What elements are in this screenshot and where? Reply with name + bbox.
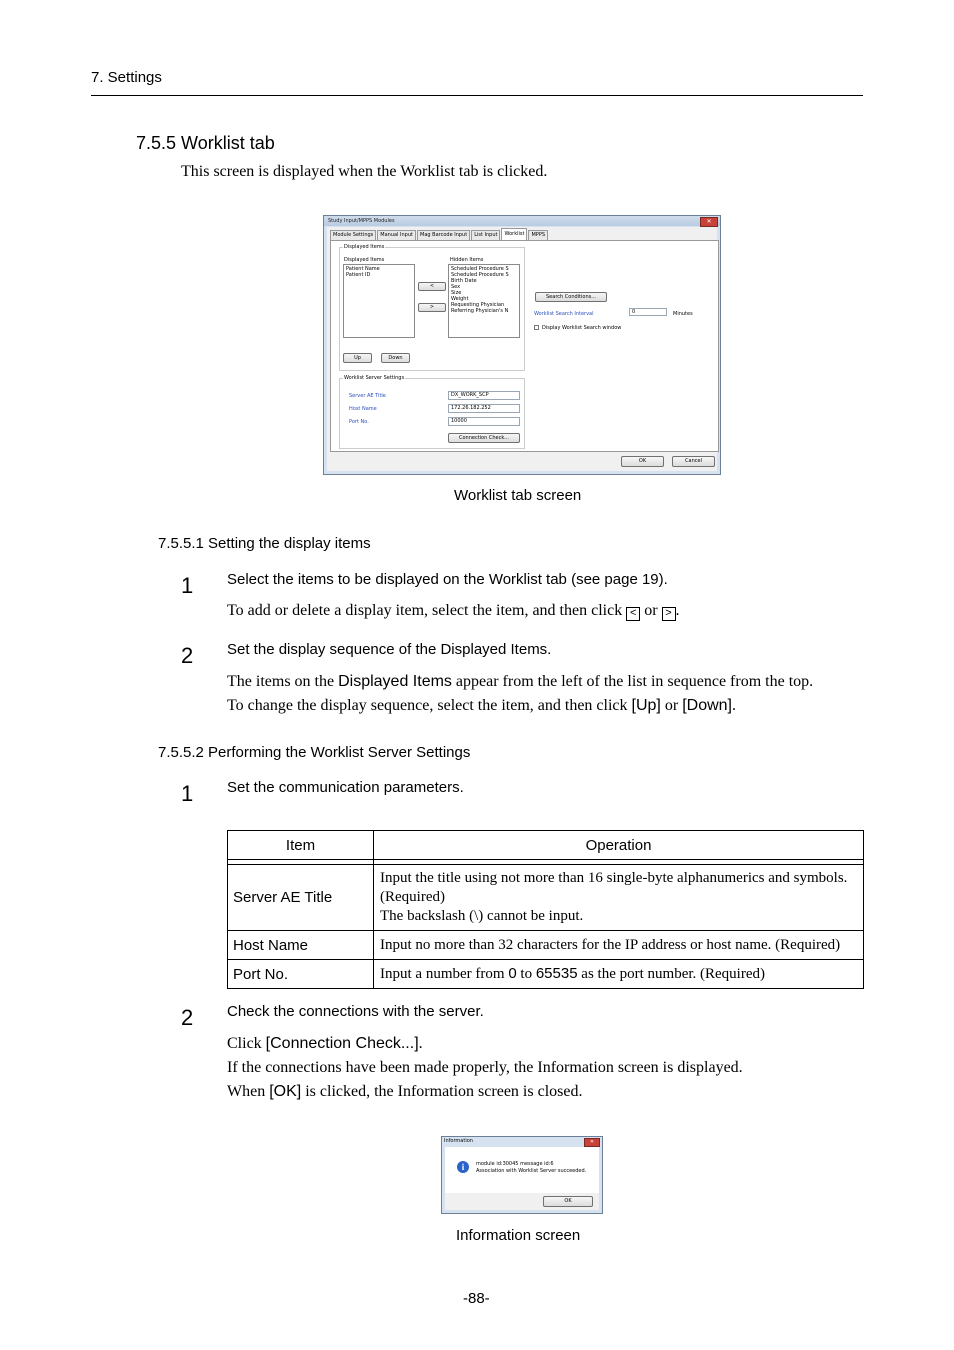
step-number: 1 [181,573,194,598]
host-name-input[interactable]: 172.26.182.252 [448,404,520,413]
step-body-text: The items on the [227,673,339,690]
step-body-text: To change the display sequence, select the item, and then click [227,697,632,714]
table-row [228,931,864,960]
step-body-term: [OK] [269,1083,302,1100]
step-body-text: or [640,602,662,619]
chapter-header: 7. Settings [91,69,162,86]
step-number: 2 [181,1005,194,1030]
displayed-items-group-label: Displayed Items [344,244,385,250]
figure-caption-worklist: Worklist tab screen [454,487,582,504]
server-ae-label: Server AE Title [349,393,386,399]
table-cell-item: Server AE Title [228,865,374,931]
dialog-footer [445,1193,599,1210]
connection-check-button[interactable]: Connection Check... [448,433,520,443]
operation-text: Input a number from [380,966,509,982]
dialog-title: Information [444,1138,473,1144]
hidden-list-label: Hidden Items [450,257,484,263]
section-intro: This screen is displayed when the Worklist tab is clicked. [181,163,548,180]
list-item[interactable]: Scheduled Procedure S [451,266,509,272]
section-title: 7.5.5 Worklist tab [136,133,275,153]
table-cell-operation [374,960,864,989]
search-interval-label: Worklist Search Interval [534,311,594,317]
hidden-items-list[interactable] [448,264,520,338]
step-body-term: [Down] [682,697,732,714]
dialog-message-line: module id:30045 message id:6 [476,1161,554,1167]
step-number: 2 [181,643,194,668]
step-body-term: Displayed Items [338,673,452,690]
step-body-term: [Up] [631,697,661,714]
step-heading: Check the connections with the server. [227,1003,484,1020]
step-body-text: Click [227,1035,266,1052]
worklist-panel [330,240,719,452]
ok-button[interactable]: OK [621,456,664,467]
list-item[interactable]: Patient Name [346,266,380,272]
list-item[interactable]: Referring Physician's N [451,308,509,314]
dialog-message-line: Association with Worklist Server succeeded. [476,1168,587,1174]
step-body [227,673,813,691]
window-body [327,227,717,471]
display-search-window-checkbox[interactable] [534,325,539,330]
display-search-window-label: Display Worklist Search window [542,325,622,331]
tab-manual-input[interactable]: Manual Input [377,230,416,240]
info-icon: i [457,1161,469,1173]
list-item[interactable]: Sex [451,284,461,290]
list-item[interactable]: Scheduled Procedure S [451,272,509,278]
operation-text: Input the title using not more than 16 single-byte alphanumerics and symbols. (Required) [380,870,848,905]
step-body [227,1035,423,1053]
window-titlebar [324,216,720,226]
step-number: 1 [181,781,194,806]
cancel-button[interactable]: Cancel [672,456,715,467]
table-cell-item: Port No. [228,960,374,989]
step-body-text: is clicked, the Information screen is closed. [301,1083,583,1100]
operation-text: The backslash (\) cannot be input. [380,908,584,924]
server-ae-input[interactable]: DX_WORK_SCP [448,391,520,400]
operation-value: 65535 [535,965,578,982]
step-heading: Set the communication parameters. [227,779,464,796]
table-row [228,865,864,931]
table-row [228,960,864,989]
list-item[interactable]: Birth Date [451,278,477,284]
dialog-ok-button[interactable]: OK [543,1196,593,1207]
step-body-text: To add or delete a display item, select the item, and then click [227,602,627,619]
port-label: Port No. [349,419,369,425]
displayed-items-list[interactable] [343,264,415,338]
list-item[interactable]: Patient ID [346,272,371,278]
worklist-settings-window [323,215,721,475]
table-cell-item: Host Name [228,931,374,960]
port-input[interactable]: 10000 [448,417,520,426]
remove-item-button[interactable]: > [418,303,446,312]
server-settings-group [339,375,525,449]
minutes-label: Minutes [673,311,693,317]
list-item[interactable]: Weight [451,296,469,302]
close-icon[interactable]: ✕ [700,217,718,227]
step-body-text: . [418,1035,423,1052]
subsection-title-display-items: 7.5.5.1 Setting the display items [158,535,371,552]
add-item-button[interactable]: < [418,282,446,291]
left-arrow-icon: < [626,607,640,621]
server-settings-group-label: Worklist Server Settings [344,375,405,381]
tab-worklist[interactable]: Worklist [501,228,527,240]
step-heading: Select the items to be displayed on the Worklist tab (see page 19). [227,571,668,588]
table-cell-operation: Input no more than 32 characters for the IP address or host name. (Required) [374,931,864,960]
down-button[interactable]: Down [381,353,410,363]
step-body-term: [Connection Check...] [265,1035,419,1052]
tab-module-settings[interactable]: Module Settings [330,230,376,240]
information-dialog [441,1136,603,1214]
table-header-operation: Operation [374,831,864,860]
tab-mpps[interactable]: MPPS [528,230,548,240]
up-button[interactable]: Up [343,353,372,363]
step-body [227,1083,582,1101]
step-body-text: . [731,697,736,714]
step-body-text: . [675,602,680,619]
operation-text: to [516,966,536,982]
right-arrow-icon: > [662,607,676,621]
step-heading: Set the display sequence of the Displayed Items. [227,641,552,658]
figure-caption-information: Information screen [456,1227,581,1244]
window-title: Study Input/MPPS Modules [328,218,395,224]
table-header-row [228,831,864,860]
displayed-list-label: Displayed Items [344,257,385,263]
tab-mag-barcode-input[interactable]: Mag Barcode Input [417,230,470,240]
subsection-title-server-settings: 7.5.5.2 Performing the Worklist Server Settings [158,744,471,761]
step-body [227,697,736,715]
parameter-table [227,830,864,989]
operation-value: 0 [508,965,517,982]
operation-text: as the port number. (Required) [577,966,765,982]
list-item[interactable]: Requesting Physician [451,302,505,308]
search-interval-input[interactable]: 0 [629,308,667,316]
table-header-item: Item [228,831,374,860]
page-number: -88- [463,1290,490,1307]
step-body-text: appear from the left of the list in sequence from the top. [451,673,814,690]
step-body [227,602,680,621]
tab-strip [330,230,549,240]
list-item[interactable]: Size [451,290,462,296]
step-body-text: or [660,697,683,714]
header-rule [91,95,863,96]
step-body-text: When [227,1083,270,1100]
search-conditions-button[interactable]: Search Conditions... [535,292,607,302]
host-name-label: Host Name [349,406,377,412]
dialog-body [445,1147,599,1210]
tab-list-input[interactable]: List Input [471,230,500,240]
close-icon[interactable]: ✕ [584,1138,600,1147]
step-body: If the connections have been made properly, the Information screen is displayed. [227,1059,743,1076]
table-cell-operation [374,865,864,931]
displayed-items-group [339,244,525,371]
